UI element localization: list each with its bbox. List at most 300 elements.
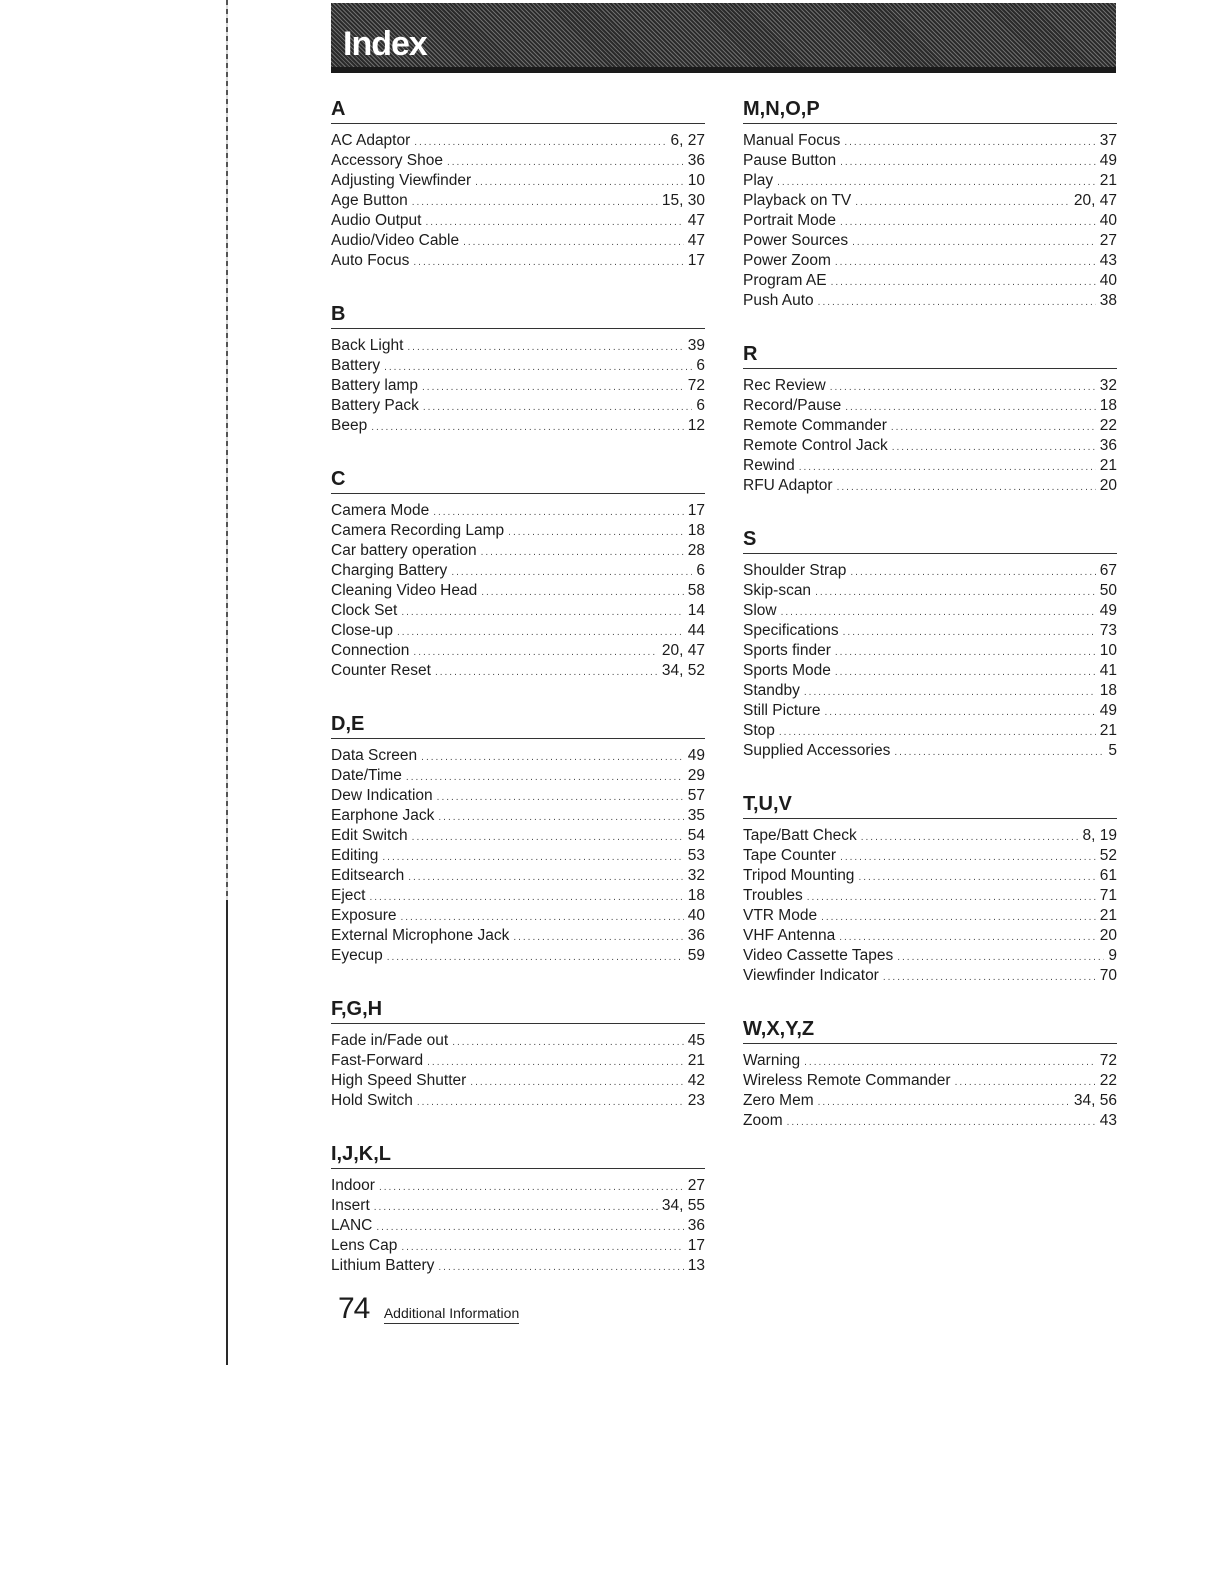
- index-term: Specifications: [743, 622, 839, 639]
- index-entry: [331, 601, 705, 621]
- dot-leader: [787, 1113, 1096, 1133]
- index-entry: [743, 231, 1117, 251]
- index-page-ref: 27: [1099, 232, 1117, 249]
- index-entry: [743, 741, 1117, 761]
- index-page-ref: 47: [687, 232, 705, 249]
- section-letter-heading: B: [331, 301, 705, 329]
- index-entry: [743, 681, 1117, 701]
- dot-leader: [413, 253, 683, 273]
- index-page-ref: 34, 56: [1073, 1092, 1117, 1109]
- index-page-ref: 72: [687, 377, 705, 394]
- dot-leader: [379, 1178, 684, 1198]
- index-page-ref: 27: [687, 1177, 705, 1194]
- index-term: Insert: [331, 1197, 370, 1214]
- index-term: Video Cassette Tapes: [743, 947, 894, 964]
- dot-leader: [384, 358, 692, 378]
- index-entry: [331, 1071, 705, 1091]
- index-term: Supplied Accessories: [743, 742, 891, 759]
- index-entry: [743, 721, 1117, 741]
- index-page-ref: 61: [1099, 867, 1117, 884]
- index-term: Manual Focus: [743, 132, 841, 149]
- index-entry: [743, 846, 1117, 866]
- index-term: LANC: [331, 1217, 373, 1234]
- index-page-ref: 40: [687, 907, 705, 924]
- dot-leader: [835, 253, 1096, 273]
- index-entry: [743, 291, 1117, 311]
- dot-leader: [843, 623, 1096, 643]
- dot-leader: [437, 788, 684, 808]
- index-page-ref: 5: [1108, 742, 1117, 759]
- index-entry: [331, 416, 705, 436]
- page-number: 74: [338, 1292, 370, 1325]
- dot-leader: [423, 398, 693, 418]
- index-term: External Microphone Jack: [331, 927, 510, 944]
- dot-leader: [414, 133, 666, 153]
- index-term: Troubles: [743, 887, 803, 904]
- index-entry: [743, 396, 1117, 416]
- index-page-ref: 54: [687, 827, 705, 844]
- index-page-ref: 49: [1099, 702, 1117, 719]
- index-entry: [331, 826, 705, 846]
- index-page-ref: 23: [687, 1092, 705, 1109]
- index-term: Power Zoom: [743, 252, 831, 269]
- dot-leader: [858, 868, 1095, 888]
- index-entry: [743, 476, 1117, 496]
- index-page-ref: 18: [1099, 682, 1117, 699]
- dot-leader: [369, 888, 683, 908]
- dot-leader: [407, 338, 683, 358]
- index-entry: [743, 946, 1117, 966]
- index-entry: [331, 866, 705, 886]
- index-entry: [331, 1236, 705, 1256]
- index-term: Zoom: [743, 1112, 783, 1129]
- index-term: Push Auto: [743, 292, 814, 309]
- index-section: [331, 1141, 705, 1276]
- index-term: Editing: [331, 847, 379, 864]
- index-term: Standby: [743, 682, 800, 699]
- index-term: Tripod Mounting: [743, 867, 855, 884]
- index-page-ref: 18: [687, 522, 705, 539]
- index-term: Power Sources: [743, 232, 849, 249]
- index-entry: [743, 1091, 1117, 1111]
- index-page-ref: 57: [687, 787, 705, 804]
- index-term: Lithium Battery: [331, 1257, 435, 1274]
- index-term: Viewfinder Indicator: [743, 967, 879, 984]
- index-entry: [331, 191, 705, 211]
- index-term: Tape/Batt Check: [743, 827, 857, 844]
- index-term: Audio Output: [331, 212, 422, 229]
- index-entry: [743, 561, 1117, 581]
- dot-leader: [481, 583, 684, 603]
- index-entry: [743, 376, 1117, 396]
- index-term: Audio/Video Cable: [331, 232, 460, 249]
- dot-leader: [408, 868, 684, 888]
- index-entry: [331, 581, 705, 601]
- dot-leader: [799, 458, 1096, 478]
- dot-leader: [807, 888, 1096, 908]
- index-page-ref: 41: [1099, 662, 1117, 679]
- index-entry: [743, 601, 1117, 621]
- index-term: Dew Indication: [331, 787, 433, 804]
- index-page-ref: 9: [1108, 947, 1117, 964]
- index-entry: [331, 561, 705, 581]
- index-page-ref: 40: [1099, 272, 1117, 289]
- index-page-ref: 12: [687, 417, 705, 434]
- index-section: [331, 711, 705, 966]
- index-section: [331, 996, 705, 1111]
- index-page-ref: 49: [687, 747, 705, 764]
- index-entry: [743, 866, 1117, 886]
- index-page-ref: 14: [687, 602, 705, 619]
- dot-leader: [831, 273, 1096, 293]
- index-entry: [743, 151, 1117, 171]
- dot-leader: [374, 1198, 658, 1218]
- index-entry: [743, 926, 1117, 946]
- index-page-ref: 45: [687, 1032, 705, 1049]
- index-term: Zero Mem: [743, 1092, 814, 1109]
- index-page-ref: 37: [1099, 132, 1117, 149]
- index-term: Indoor: [331, 1177, 375, 1194]
- index-term: Editsearch: [331, 867, 405, 884]
- index-entry: [743, 131, 1117, 151]
- index-entry: [331, 171, 705, 191]
- dot-leader: [804, 1053, 1096, 1073]
- index-term: Beep: [331, 417, 368, 434]
- dot-leader: [463, 233, 684, 253]
- index-page-ref: 22: [1099, 1072, 1117, 1089]
- index-page-ref: 28: [687, 542, 705, 559]
- index-entry: [331, 806, 705, 826]
- index-entry: [331, 396, 705, 416]
- index-term: Back Light: [331, 337, 404, 354]
- index-page-ref: 10: [687, 172, 705, 189]
- index-term: VTR Mode: [743, 907, 818, 924]
- index-term: Fast-Forward: [331, 1052, 424, 1069]
- page-title: Index: [343, 25, 427, 63]
- dot-leader: [387, 948, 684, 968]
- dot-leader: [481, 543, 684, 563]
- dot-leader: [422, 378, 684, 398]
- index-section: [331, 466, 705, 681]
- dot-leader: [397, 623, 684, 643]
- dot-leader: [855, 193, 1070, 213]
- index-page-ref: 32: [687, 867, 705, 884]
- page-footer: [338, 1292, 519, 1326]
- index-term: Close-up: [331, 622, 394, 639]
- index-term: Charging Battery: [331, 562, 448, 579]
- dot-leader: [513, 928, 683, 948]
- index-term: Battery: [331, 357, 381, 374]
- index-entry: [331, 151, 705, 171]
- index-entry: [331, 336, 705, 356]
- dot-leader: [897, 948, 1104, 968]
- index-term: Play: [743, 172, 774, 189]
- dot-leader: [401, 1238, 683, 1258]
- section-letter-heading: M,N,O,P: [743, 96, 1117, 124]
- index-entry: [743, 906, 1117, 926]
- dot-leader: [840, 848, 1096, 868]
- index-page-ref: 73: [1099, 622, 1117, 639]
- index-section: [743, 526, 1117, 761]
- dot-leader: [508, 523, 684, 543]
- dot-leader: [382, 848, 683, 868]
- index-entry: [743, 436, 1117, 456]
- index-entry: [331, 211, 705, 231]
- index-term: Rec Review: [743, 377, 826, 394]
- index-section: [743, 791, 1117, 986]
- dot-leader: [447, 153, 684, 173]
- index-term: Adjusting Viewfinder: [331, 172, 472, 189]
- index-entry: [331, 641, 705, 661]
- index-page-ref: 20, 47: [1073, 192, 1117, 209]
- index-entry: [331, 946, 705, 966]
- index-entry: [331, 541, 705, 561]
- section-letter-heading: D,E: [331, 711, 705, 739]
- index-entry: [331, 621, 705, 641]
- index-term: Accessory Shoe: [331, 152, 443, 169]
- index-entry: [743, 1071, 1117, 1091]
- index-entry: [743, 966, 1117, 986]
- index-page-ref: 49: [1099, 152, 1117, 169]
- dot-leader: [438, 808, 683, 828]
- index-term: Battery Pack: [331, 397, 419, 414]
- index-term: Remote Commander: [743, 417, 887, 434]
- dot-leader: [837, 478, 1096, 498]
- index-entry: [743, 641, 1117, 661]
- index-term: Clock Set: [331, 602, 398, 619]
- dot-leader: [955, 1073, 1096, 1093]
- dot-leader: [376, 1218, 683, 1238]
- index-section: [743, 341, 1117, 496]
- index-page-ref: 52: [1099, 847, 1117, 864]
- index-entry: [331, 1196, 705, 1216]
- index-page-ref: 67: [1099, 562, 1117, 579]
- index-page-ref: 10: [1099, 642, 1117, 659]
- index-page-ref: 35: [687, 807, 705, 824]
- index-term: Warning: [743, 1052, 801, 1069]
- index-term: Still Picture: [743, 702, 821, 719]
- section-letter-heading: T,U,V: [743, 791, 1117, 819]
- index-column-left: [331, 96, 705, 1306]
- dot-leader: [815, 583, 1096, 603]
- dot-leader: [470, 1073, 683, 1093]
- dot-leader: [818, 1093, 1070, 1113]
- dot-leader: [400, 908, 683, 928]
- index-page-ref: 44: [687, 622, 705, 639]
- index-column-right: [743, 96, 1117, 1161]
- section-letter-heading: R: [743, 341, 1117, 369]
- dot-leader: [435, 663, 658, 683]
- index-page-ref: 58: [687, 582, 705, 599]
- dot-leader: [821, 908, 1096, 928]
- index-page-ref: 8, 19: [1082, 827, 1117, 844]
- index-entry: [331, 1051, 705, 1071]
- dot-leader: [818, 293, 1096, 313]
- index-page-ref: 15, 30: [661, 192, 705, 209]
- index-page-ref: 29: [687, 767, 705, 784]
- section-letter-heading: C: [331, 466, 705, 494]
- index-page-ref: 34, 52: [661, 662, 705, 679]
- index-entry: [331, 1176, 705, 1196]
- index-term: Car battery operation: [331, 542, 477, 559]
- index-entry: [331, 1031, 705, 1051]
- index-entry: [743, 826, 1117, 846]
- index-section: [743, 96, 1117, 311]
- index-term: Eject: [331, 887, 366, 904]
- dot-leader: [412, 828, 684, 848]
- dot-leader: [451, 563, 692, 583]
- dot-leader: [861, 828, 1079, 848]
- index-entry: [331, 501, 705, 521]
- index-page-ref: 39: [687, 337, 705, 354]
- index-page-ref: 36: [1099, 437, 1117, 454]
- index-term: Remote Control Jack: [743, 437, 888, 454]
- index-entry: [331, 746, 705, 766]
- index-page-ref: 17: [687, 252, 705, 269]
- section-letter-heading: A: [331, 96, 705, 124]
- dot-leader: [421, 748, 684, 768]
- index-page-ref: 43: [1099, 252, 1117, 269]
- dot-leader: [438, 1258, 683, 1278]
- dot-leader: [844, 133, 1095, 153]
- dot-leader: [781, 603, 1096, 623]
- dot-leader: [891, 418, 1096, 438]
- index-term: RFU Adaptor: [743, 477, 833, 494]
- index-page-ref: 70: [1099, 967, 1117, 984]
- index-page-ref: 59: [687, 947, 705, 964]
- index-term: Camera Mode: [331, 502, 430, 519]
- header-bar: [331, 3, 1116, 73]
- index-term: Data Screen: [331, 747, 418, 764]
- index-term: Skip-scan: [743, 582, 812, 599]
- index-term: Fade in/Fade out: [331, 1032, 449, 1049]
- index-page-ref: 6: [696, 397, 705, 414]
- dot-leader: [852, 233, 1096, 253]
- dot-leader: [840, 153, 1096, 173]
- dot-leader: [777, 173, 1096, 193]
- index-term: Record/Pause: [743, 397, 842, 414]
- index-entry: [331, 886, 705, 906]
- index-page-ref: 21: [1099, 457, 1117, 474]
- index-term: Portrait Mode: [743, 212, 837, 229]
- index-page-ref: 36: [687, 152, 705, 169]
- dot-leader: [894, 743, 1104, 763]
- index-entry: [331, 926, 705, 946]
- index-entry: [743, 271, 1117, 291]
- index-term: Pause Button: [743, 152, 837, 169]
- index-term: Date/Time: [331, 767, 402, 784]
- section-letter-heading: W,X,Y,Z: [743, 1016, 1117, 1044]
- index-page-ref: 21: [687, 1052, 705, 1069]
- dot-leader: [835, 663, 1096, 683]
- index-page-ref: 13: [687, 1257, 705, 1274]
- dot-leader: [401, 603, 683, 623]
- index-term: Sports finder: [743, 642, 831, 659]
- dot-leader: [840, 213, 1096, 233]
- index-term: Eyecup: [331, 947, 383, 964]
- index-term: Slow: [743, 602, 777, 619]
- index-page-ref: 42: [687, 1072, 705, 1089]
- index-term: Exposure: [331, 907, 397, 924]
- index-term: Auto Focus: [331, 252, 410, 269]
- dot-leader: [892, 438, 1096, 458]
- index-page-ref: 21: [1099, 172, 1117, 189]
- index-page-ref: 17: [687, 1237, 705, 1254]
- index-entry: [331, 906, 705, 926]
- index-page-ref: 34, 55: [661, 1197, 705, 1214]
- index-page-ref: 38: [1099, 292, 1117, 309]
- section-letter-heading: F,G,H: [331, 996, 705, 1024]
- index-entry: [331, 786, 705, 806]
- index-entry: [743, 621, 1117, 641]
- dot-leader: [452, 1033, 684, 1053]
- index-term: Lens Cap: [331, 1237, 398, 1254]
- index-page-ref: 47: [687, 212, 705, 229]
- index-entry: [331, 376, 705, 396]
- index-entry: [331, 1091, 705, 1111]
- index-page-ref: 72: [1099, 1052, 1117, 1069]
- index-page-ref: 18: [687, 887, 705, 904]
- index-page-ref: 6: [696, 562, 705, 579]
- index-entry: [331, 131, 705, 151]
- index-section: [331, 301, 705, 436]
- index-page-ref: 21: [1099, 907, 1117, 924]
- index-page-ref: 50: [1099, 582, 1117, 599]
- dot-leader: [427, 1053, 684, 1073]
- dot-leader: [825, 703, 1096, 723]
- index-entry: [743, 1051, 1117, 1071]
- section-letter-heading: I,J,K,L: [331, 1141, 705, 1169]
- footer-section-label: Additional Information: [384, 1305, 519, 1324]
- index-entry: [743, 211, 1117, 231]
- dot-leader: [835, 643, 1096, 663]
- index-entry: [743, 661, 1117, 681]
- dot-leader: [850, 563, 1095, 583]
- index-term: Connection: [331, 642, 410, 659]
- index-page-ref: 49: [1099, 602, 1117, 619]
- index-page-ref: 20: [1099, 927, 1117, 944]
- dot-leader: [845, 398, 1096, 418]
- index-term: Program AE: [743, 272, 827, 289]
- index-entry: [743, 251, 1117, 271]
- index-term: Tape Counter: [743, 847, 837, 864]
- index-term: Battery lamp: [331, 377, 419, 394]
- dot-leader: [425, 213, 683, 233]
- index-term: High Speed Shutter: [331, 1072, 467, 1089]
- index-term: AC Adaptor: [331, 132, 411, 149]
- dot-leader: [475, 173, 684, 193]
- index-page-ref: 20, 47: [661, 642, 705, 659]
- index-page-ref: 21: [1099, 722, 1117, 739]
- index-entry: [331, 231, 705, 251]
- index-page-ref: 40: [1099, 212, 1117, 229]
- index-term: Playback on TV: [743, 192, 852, 209]
- index-page-ref: 36: [687, 927, 705, 944]
- dot-leader: [830, 378, 1096, 398]
- index-term: VHF Antenna: [743, 927, 836, 944]
- index-page-ref: 22: [1099, 417, 1117, 434]
- dot-leader: [417, 1093, 684, 1113]
- index-page-ref: 6, 27: [670, 132, 705, 149]
- index-page-ref: 43: [1099, 1112, 1117, 1129]
- index-page-ref: 36: [687, 1217, 705, 1234]
- dot-leader: [406, 768, 684, 788]
- index-term: Camera Recording Lamp: [331, 522, 505, 539]
- index-term: Rewind: [743, 457, 795, 474]
- index-term: Hold Switch: [331, 1092, 413, 1109]
- index-entry: [331, 1216, 705, 1236]
- index-entry: [743, 701, 1117, 721]
